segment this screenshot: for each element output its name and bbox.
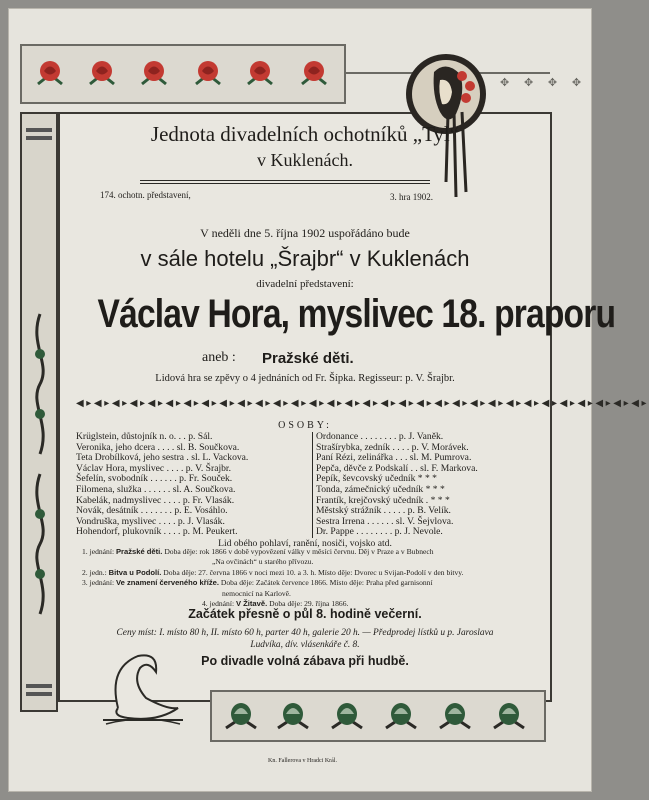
cast-entry: Novák, desátník . . . . . . . p. E. Vosáhlo. — [76, 505, 228, 517]
bud-ornament-icon — [276, 700, 310, 734]
cast-entry: Městský strážník . . . . . p. B. Velík. — [316, 505, 451, 517]
scene-line — [82, 557, 542, 567]
rose-ornament-icon — [244, 58, 276, 90]
cast-entry: Vondruška, myslivec . . . . p. J. Vlasák. — [76, 515, 225, 527]
scene-name: Pražské děti. — [115, 547, 163, 556]
scene-label: 4. jednání: — [202, 599, 235, 609]
scene-label: 2. jedn.: — [82, 567, 107, 577]
bottom-bud-border — [210, 690, 546, 742]
cast-entry: Ordonance . . . . . . . . p. J. Vaněk. — [316, 431, 444, 442]
cast-entry: Václav Hora, myslivec . . . . p. V. Šrajbr. — [76, 462, 231, 474]
scene-name: Bitva u Podolí. — [108, 567, 162, 577]
scene-line — [82, 589, 542, 599]
printer-credit: Kn. Fallerova v Hradci Král. — [268, 758, 337, 764]
scene-text: „Na ovčinách“ u starého přívozu. — [212, 557, 314, 567]
cast-entry: Pepča, děvče z Podskalí . . sl. F. Markova. — [316, 462, 478, 474]
cast-entry: Frantík, krejčovský učedník . * * * — [316, 494, 450, 506]
bud-ornament-icon — [492, 700, 526, 734]
cast-entry: Filomena, služka . . . . . . sl. A. Součkova. — [76, 483, 236, 495]
bud-ornament-icon — [438, 700, 472, 734]
scene-text: Doba děje: rok 1866 v době vypovězení války v měsíci červnu. Děj v Praze a v Bubnech — [164, 547, 434, 556]
cast-entry: Dr. Pappe . . . . . . . . p. J. Nevole. — [316, 526, 443, 538]
play-subtitle: Pražské děti. — [262, 350, 354, 367]
cast-heading: OSOBY: — [278, 420, 332, 431]
border-stripe — [26, 684, 52, 688]
cast-entry: Strašírybka, zedník . . . . p. V. Morávek. — [316, 441, 469, 453]
scene-line — [82, 568, 542, 578]
announcement-date: V neděli dne 5. října 1902 uspořádáno bude — [200, 226, 410, 240]
scene-name: V Žitavě. — [235, 599, 268, 609]
scene-text: Doba děje: 29. října 1866. — [269, 599, 349, 609]
scene-text: Doba děje: 27. června 1866 v noci mezi 10. a 3. h. Místo děje: Dvorec u Svijan-Podolí v den bitvy. — [163, 567, 464, 577]
header-rule — [140, 183, 430, 184]
scene-name: Ve znamení červeného kříže. — [115, 578, 219, 588]
cast-entry: Šefelín, svobodník . . . . . . p. Fr. Souček. — [76, 473, 233, 485]
cast-divider — [312, 432, 313, 538]
header-rule — [140, 180, 430, 181]
play-description: Lidová hra se zpěvy o 4 jednáních od Fr. Šípka. Regisseur: p. V. Šrajbr. — [155, 373, 455, 384]
scene-label: 3. jednání: — [82, 578, 115, 588]
performance-number: 174. ochotn. představení, — [100, 190, 191, 200]
play-title: Václav Hora, myslivec 18. praporu — [97, 292, 616, 336]
border-stripe — [26, 128, 52, 132]
border-stripe — [26, 692, 52, 696]
scene-label: 1. jednání: — [82, 547, 115, 556]
small-ornament-row: ✥ ✥ ✥ ✥ — [500, 77, 588, 89]
cast-extras: Lid obého pohlaví, ranění, nosiči, vojsko atd. — [218, 538, 392, 549]
rose-ornament-icon — [298, 58, 330, 90]
rose-ornament-icon — [138, 58, 170, 90]
ticket-prices-cont: Ludvíka, dív. vlásenkáře č. 8. — [250, 640, 360, 650]
bud-ornament-icon — [224, 700, 258, 734]
swan-ornament-icon — [98, 648, 188, 728]
rose-ornament-icon — [34, 58, 66, 90]
vine-ornament-icon — [29, 314, 51, 454]
start-time: Začátek přesně o půl 8. hodině večerní. — [188, 607, 422, 621]
cast-entry: Krüglstein, důstojník n. o. . . p. Sál. — [76, 431, 213, 442]
cast-entry: Teta Drobílková, jeho sestra . sl. L. Vackova. — [76, 452, 249, 464]
ticket-prices: Ceny míst: I. místo 80 h, II. místo 60 h, parter 40 h, galerie 20 h. — Předprodej lístků u p. Jaroslava — [116, 628, 494, 638]
top-rose-border — [20, 44, 346, 104]
scene-line — [82, 578, 542, 588]
aneb-label: aneb : — [202, 350, 236, 365]
border-stripe — [26, 136, 52, 140]
left-ornamental-border — [20, 112, 58, 712]
cast-entry: Pepík, ševcovský učedník * * * — [316, 473, 437, 485]
venue: v sále hotelu „Šrajbr“ v Kuklenách — [140, 246, 470, 271]
cast-list-left — [76, 432, 248, 538]
society-name: Jednota divadelních ochotníků „Tyl“ — [150, 122, 460, 146]
cast-entry: Hohendorf, plukovník . . . . p. M. Peukert. — [76, 526, 238, 538]
vine-ornament-icon — [29, 474, 51, 614]
cast-list-right — [316, 432, 478, 538]
scene-text: nemocnicí na Karlově. — [222, 588, 291, 598]
cast-entry: Tonda, zámečnický učedník * * * — [316, 483, 445, 495]
bud-ornament-icon — [384, 700, 418, 734]
cast-entry: Sestra Irrena . . . . . . sl. V. Šejvlova. — [316, 515, 454, 527]
after-party: Po divadle volná zábava při hudbě. — [201, 654, 409, 668]
announcement-performance: divadelní představení: — [256, 278, 354, 290]
scene-text: Doba děje: Začátek července 1866. Místo děje: Praha před garnisonní — [220, 578, 433, 588]
society-location: v Kuklenách. — [257, 150, 353, 170]
rose-ornament-icon — [86, 58, 118, 90]
cast-entry: Veronika, jeho dcera . . . . sl. B. Součkova. — [76, 441, 240, 453]
scene-line — [82, 547, 542, 557]
play-number: 3. hra 1902. — [390, 192, 433, 202]
rose-ornament-icon — [192, 58, 224, 90]
cast-entry: Kabelák, nadmyslivec . . . . p. Fr. Vlasák. — [76, 494, 235, 506]
scene-list — [82, 547, 542, 609]
cast-entry: Paní Rézi, zelinářka . . . sl. M. Pumrova. — [316, 452, 472, 464]
arrow-ornament-row: ◀▸◀▸◀▸◀▸◀▸◀▸◀▸◀▸◀▸◀▸◀▸◀▸◀▸◀▸◀▸◀▸◀▸◀▸◀▸◀▸◀▸◀▸◀▸◀▸◀▸◀▸◀▸◀▸◀▸◀▸◀▸◀▸ — [76, 398, 649, 409]
bud-ornament-icon — [330, 700, 364, 734]
